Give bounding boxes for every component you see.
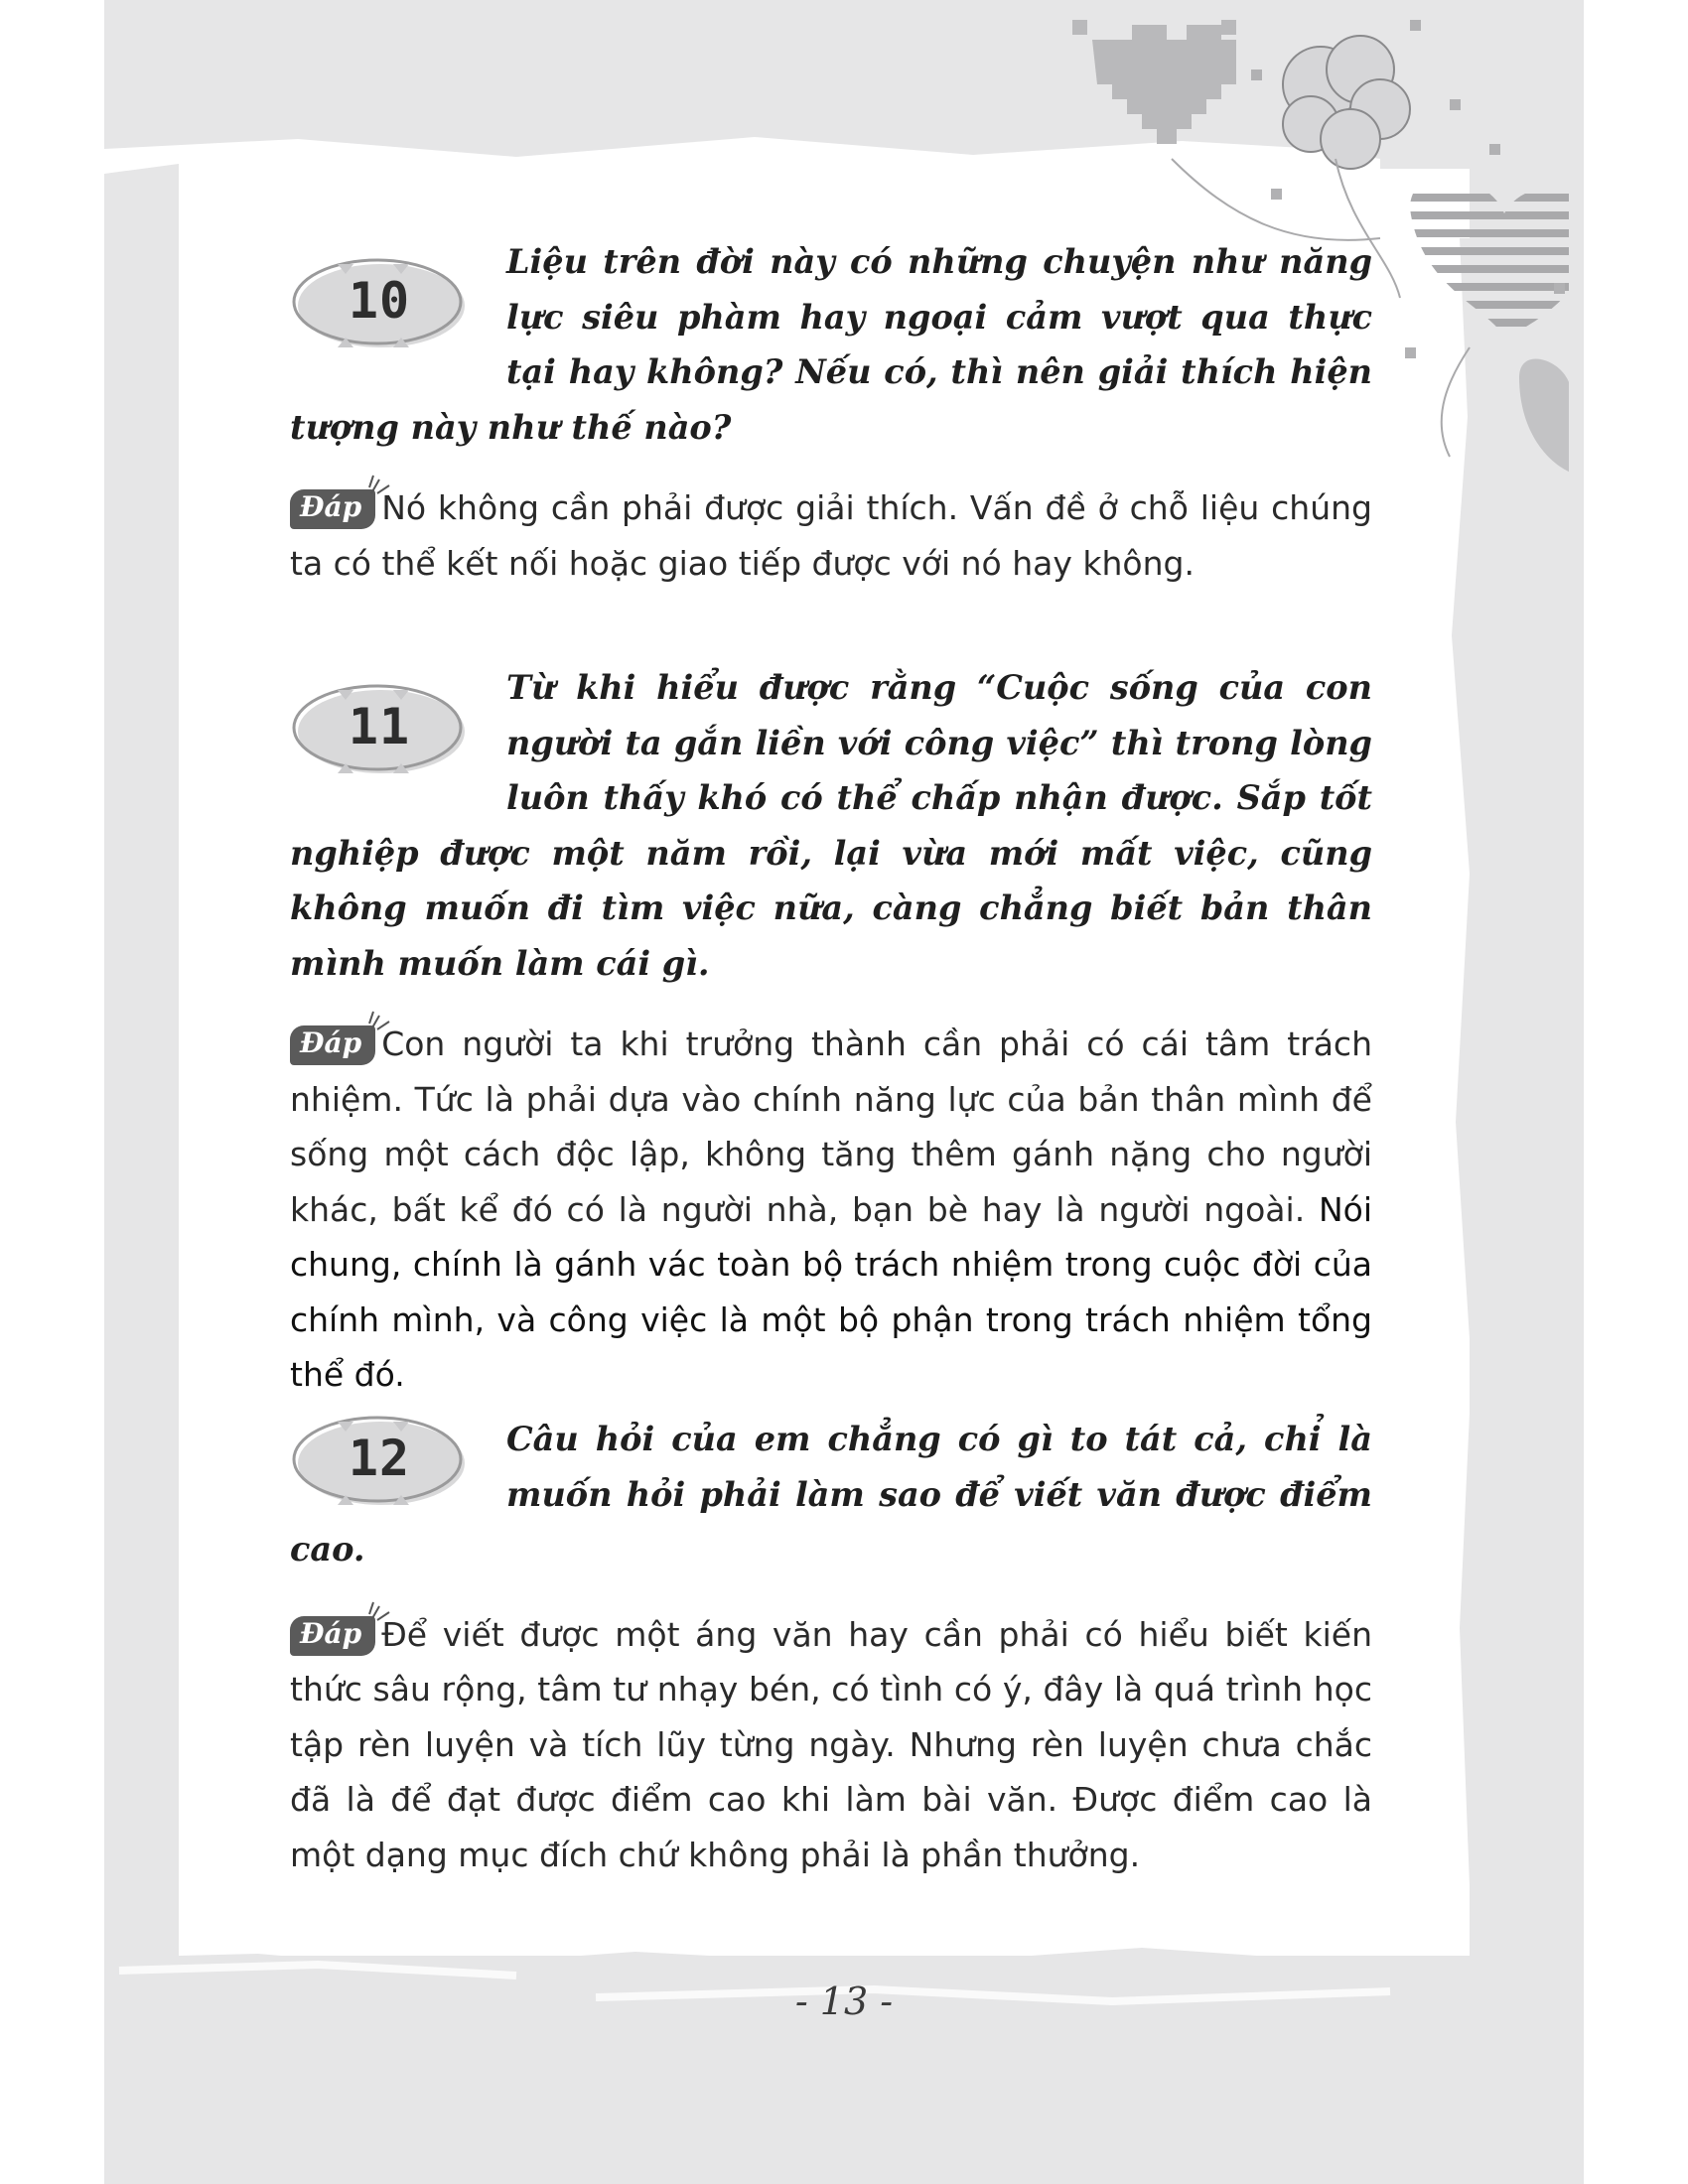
answer-text: Để viết được một áng văn hay cần phải có hiểu biết kiến thức sâu rộng, tâm tư nhạy bén, có tình có ý, đây là quá trình học tập rèn luyện và tích lũy từng ngày. Nhưng rèn luyện chưa chắc đã là để đạt được điểm cao khi làm bài văn. Được điểm cao là một dạng mục đích chứ không phải là phần thưởng. <box>290 1614 1372 1874</box>
pixel-heart-icon <box>1072 20 1236 144</box>
answer-text: Con người ta khi trưởng thành cần phải có cái tâm trách nhiệm. Tức là phải dựa vào chính năng lực của bản thân mình để sống một cách độc lập, không tăng thêm gánh nặng cho người khác, bất kể đó có là người nhà, bạn bè hay là người ngoài. <box>290 1024 1372 1229</box>
answer-label: Đáp <box>290 1025 375 1065</box>
question-number: 10 <box>348 272 411 330</box>
qa-block-10 <box>290 234 1372 591</box>
answer-label: Đáp <box>290 489 375 529</box>
question-number-badge <box>290 682 469 777</box>
answer-emphasis-text: Nói chung, chính là gánh vác toàn bộ trách nhiệm trong cuộc đời của chính mình, và công việc là một bộ phận trong trách nhiệm tổng thể đó. <box>290 1189 1372 1394</box>
page-number: - 13 - <box>794 1979 894 2023</box>
answer-label: Đáp <box>290 1616 375 1656</box>
question-text: Từ khi hiểu được rằng “Cuộc sống của con người ta gắn liền với công việc” thì trong lòng luôn thấy khó có thể chấp nhận được. Sắp tốt nghiệp được một năm rồi, lại vừa mới mất việc, cũng không muốn đi tìm việc nữa, càng chẳng biết bản thân mình muốn làm cái gì. <box>290 668 1372 983</box>
question-number: 11 <box>348 698 411 755</box>
spark-icon <box>367 474 391 497</box>
answer-paragraph <box>290 480 1372 591</box>
qa-block-12 <box>290 1412 1372 1882</box>
cloud-icon <box>1283 36 1410 169</box>
answer-paragraph <box>290 1017 1372 1403</box>
spark-icon <box>367 1600 391 1624</box>
question-number-badge <box>290 256 469 351</box>
answer-text: Nó không cần phải được giải thích. Vấn đề ở chỗ liệu chúng ta có thể kết nối hoặc giao tiếp được với nó hay không. <box>290 488 1372 583</box>
question-text: Liệu trên đời này có những chuyện như năng lực siêu phàm hay ngoại cảm vượt qua thực tại hay không? Nếu có, thì nên giải thích hiện tượng này như thế nào? <box>290 242 1372 447</box>
answer-paragraph <box>290 1607 1372 1883</box>
question-number-badge <box>290 1414 469 1509</box>
question-number: 12 <box>348 1430 411 1487</box>
grey-heart-icon <box>1519 358 1569 477</box>
spark-icon <box>367 1010 391 1033</box>
qa-block-11 <box>290 660 1372 1403</box>
striped-heart-icon <box>1390 194 1569 327</box>
question-text: Câu hỏi của em chẳng có gì to tát cả, chỉ là muốn hỏi phải làm sao để viết văn được điểm cao. <box>290 1420 1372 1569</box>
